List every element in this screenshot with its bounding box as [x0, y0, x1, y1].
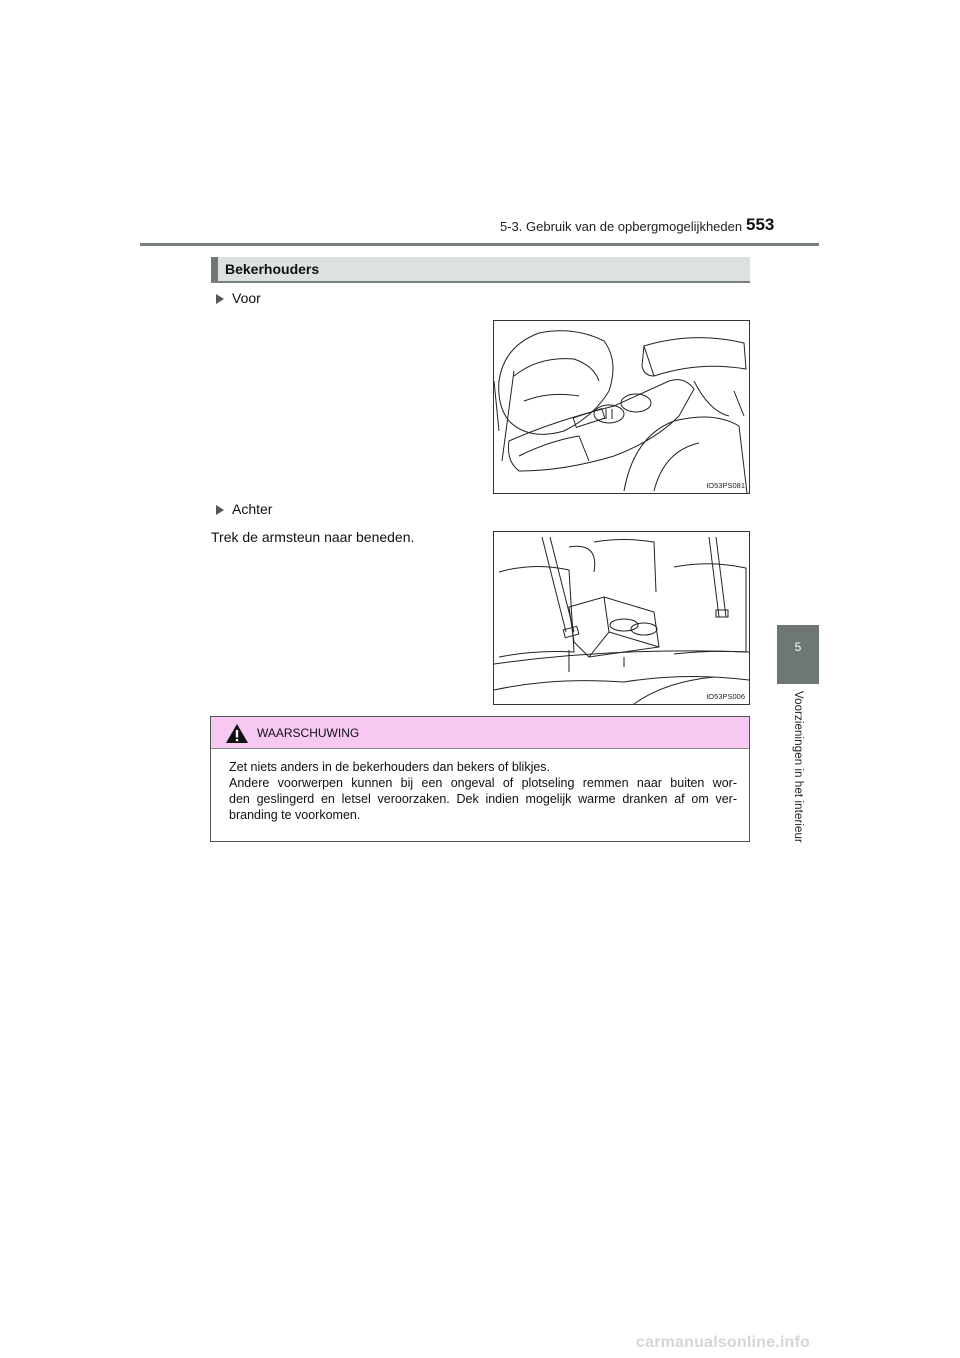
chapter-title-vertical	[788, 691, 806, 851]
warning-triangle-icon	[225, 723, 249, 744]
figure-rear-cupholder	[493, 531, 750, 705]
front-console-illustration	[494, 321, 749, 493]
bullet-rear	[216, 501, 272, 517]
chapter-title: Voorzieningen in het interieur	[792, 691, 804, 843]
warning-header	[211, 717, 749, 749]
warning-box	[210, 716, 750, 842]
page-number: 553	[746, 215, 775, 234]
triangle-bullet-icon	[216, 505, 224, 515]
bullet-rear-label: Achter	[232, 501, 273, 517]
warning-line-2: Andere voorwerpen kunnen bij een ongeval of plotseling remmen naar buiten wor-	[229, 776, 737, 790]
warning-text	[229, 759, 737, 823]
warning-line-4: branding te voorkomen.	[229, 808, 361, 822]
warning-title: WAARSCHUWING	[257, 726, 360, 740]
warning-line-1: Zet niets anders in de bekerhouders dan bekers of blikjes.	[229, 760, 551, 774]
section-heading-bar	[211, 257, 750, 283]
bullet-front	[216, 290, 261, 306]
chapter-tab	[777, 625, 819, 684]
header-divider	[140, 243, 819, 246]
figure-front-cupholder	[493, 320, 750, 494]
warning-line-3: den geslingerd en letsel veroorzaken. Dek indien mogelijk warme dranken af om ver-	[229, 792, 737, 806]
bullet-front-label: Voor	[232, 290, 261, 306]
figure-front-code: IO53PS081	[706, 481, 745, 490]
section-heading: Bekerhouders	[225, 261, 320, 277]
rear-armrest-illustration	[494, 532, 749, 704]
header-section-title: 5-3. Gebruik van de opbergmogelijkheden	[500, 219, 743, 234]
figure-rear-code: IO53PS006	[706, 692, 745, 701]
rear-instruction: Trek de armsteun naar beneden.	[211, 529, 415, 545]
section-accent	[211, 257, 218, 281]
footer-watermark: carmanualsonline.info	[636, 1334, 811, 1351]
chapter-number: 5	[794, 640, 802, 654]
triangle-bullet-icon	[216, 294, 224, 304]
